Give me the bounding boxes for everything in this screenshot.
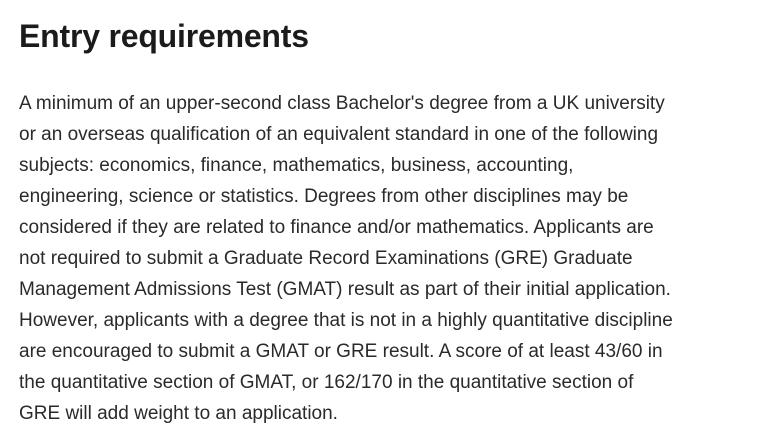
requirements-paragraph <box>19 88 757 429</box>
paragraph-line: or an overseas qualification of an equivalent standard in one of the following <box>19 124 659 145</box>
paragraph-line: the quantitative section of GMAT, or 162/170 in the quantitative section of <box>19 372 634 393</box>
section-heading: Entry requirements <box>19 18 309 54</box>
paragraph-line: Management Admissions Test (GMAT) result as part of their initial application. <box>19 279 671 300</box>
paragraph-line: are encouraged to submit a GMAT or GRE result. A score of at least 43/60 in <box>19 341 663 362</box>
paragraph-line: considered if they are related to finance and/or mathematics. Applicants are <box>19 217 654 238</box>
paragraph-line: However, applicants with a degree that is not in a highly quantitative discipline <box>19 310 673 331</box>
paragraph-line: not required to submit a Graduate Record Examinations (GRE) Graduate <box>19 248 633 269</box>
paragraph-line: engineering, science or statistics. Degrees from other disciplines may be <box>19 186 629 207</box>
paragraph-line: GRE will add weight to an application. <box>19 403 338 424</box>
paragraph-line: A minimum of an upper-second class Bachelor's degree from a UK university <box>19 93 665 114</box>
paragraph-line: subjects: economics, finance, mathematics, business, accounting, <box>19 155 574 176</box>
